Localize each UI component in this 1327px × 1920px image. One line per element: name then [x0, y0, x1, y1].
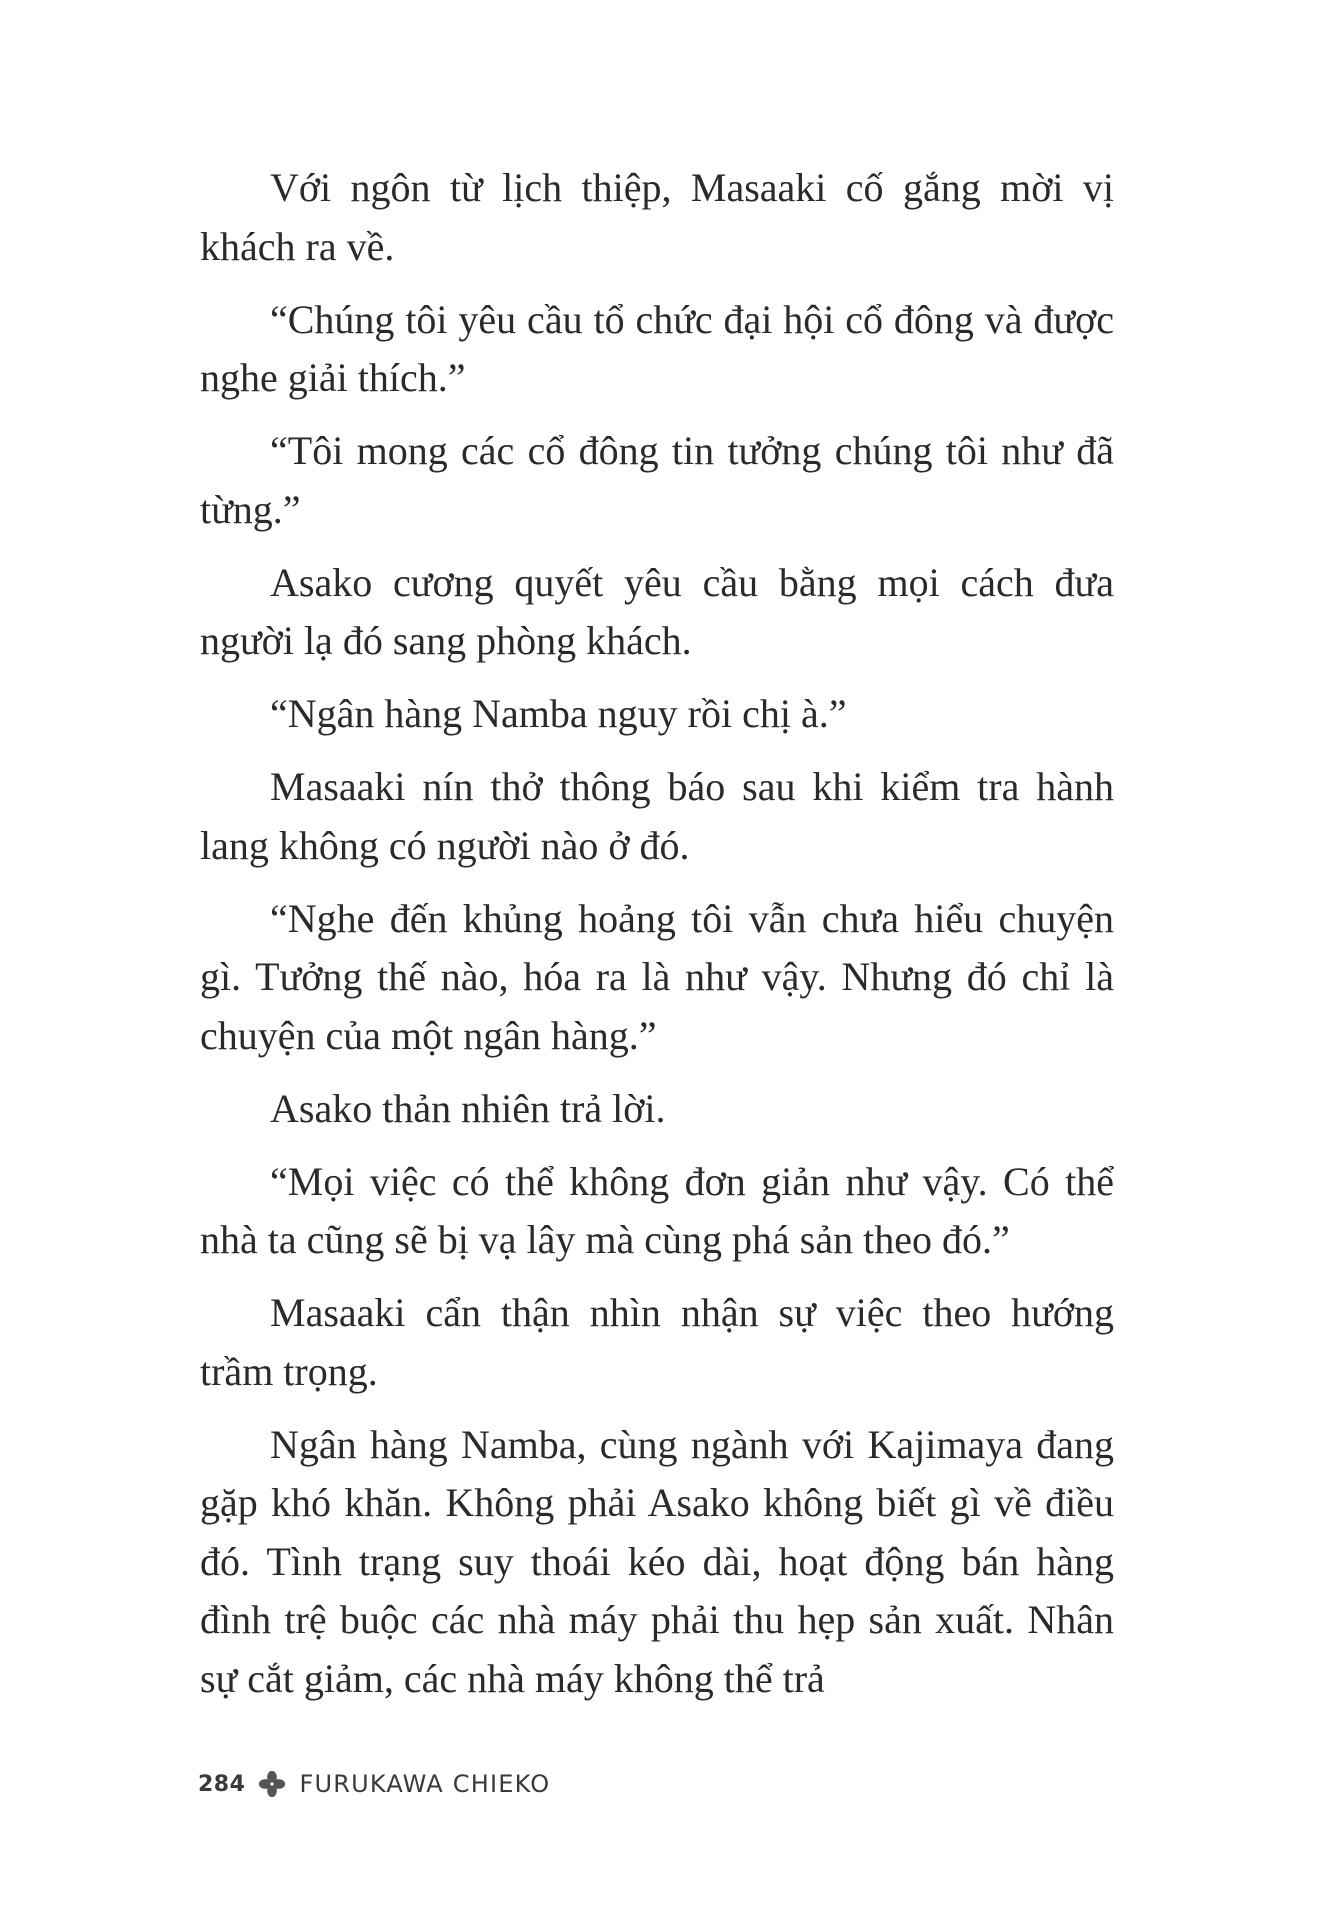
paragraph: “Mọi việc có thể không đơn giản như vậy. Có thể nhà ta cũng sẽ bị vạ lây mà cùng phá sản theo đó.”	[200, 1158, 1114, 1262]
paragraph: Ngân hàng Namba, cùng ngành với Kajimaya đang gặp khó khăn. Không phải Asako không biết gì về điều đó. Tình trạng suy thoái kéo dài, hoạt động bán hàng đình trệ buộc các nhà máy phải thu hẹp sản xuất. Nhân sự cắt giảm, các nhà máy không thể trả	[200, 1421, 1114, 1701]
clover-icon	[257, 1769, 287, 1799]
paragraph: Masaaki cẩn thận nhìn nhận sự việc theo hướng trầm trọng.	[200, 1290, 1114, 1394]
paragraph: Asako thản nhiên trả lời.	[270, 1085, 666, 1131]
paragraph: “Ngân hàng Namba nguy rồi chị à.”	[270, 691, 847, 736]
body-text	[200, 159, 1114, 1723]
paragraph: “Chúng tôi yêu cầu tổ chức đại hội cổ đông và được nghe giải thích.”	[200, 296, 1114, 400]
author-name: FURUKAWA CHIEKO	[299, 1770, 551, 1798]
paragraph: Asako cương quyết yêu cầu bằng mọi cách đưa người lạ đó sang phòng khách.	[200, 559, 1114, 663]
paragraph: Masaaki nín thở thông báo sau khi kiểm tra hành lang không có người nào ở đó.	[200, 764, 1114, 868]
paragraph: Với ngôn từ lịch thiệp, Masaaki cố gắng mời vị khách ra về.	[200, 165, 1114, 269]
paragraph: “Tôi mong các cổ đông tin tưởng chúng tôi như đã từng.”	[200, 428, 1114, 532]
page-number: 284	[198, 1771, 246, 1797]
paragraph: “Nghe đến khủng hoảng tôi vẫn chưa hiểu chuyện gì. Tưởng thế nào, hóa ra là như vậy. Nhưng đó chỉ là chuyện của một ngân hàng.”	[200, 895, 1114, 1058]
page-footer	[198, 1766, 550, 1802]
